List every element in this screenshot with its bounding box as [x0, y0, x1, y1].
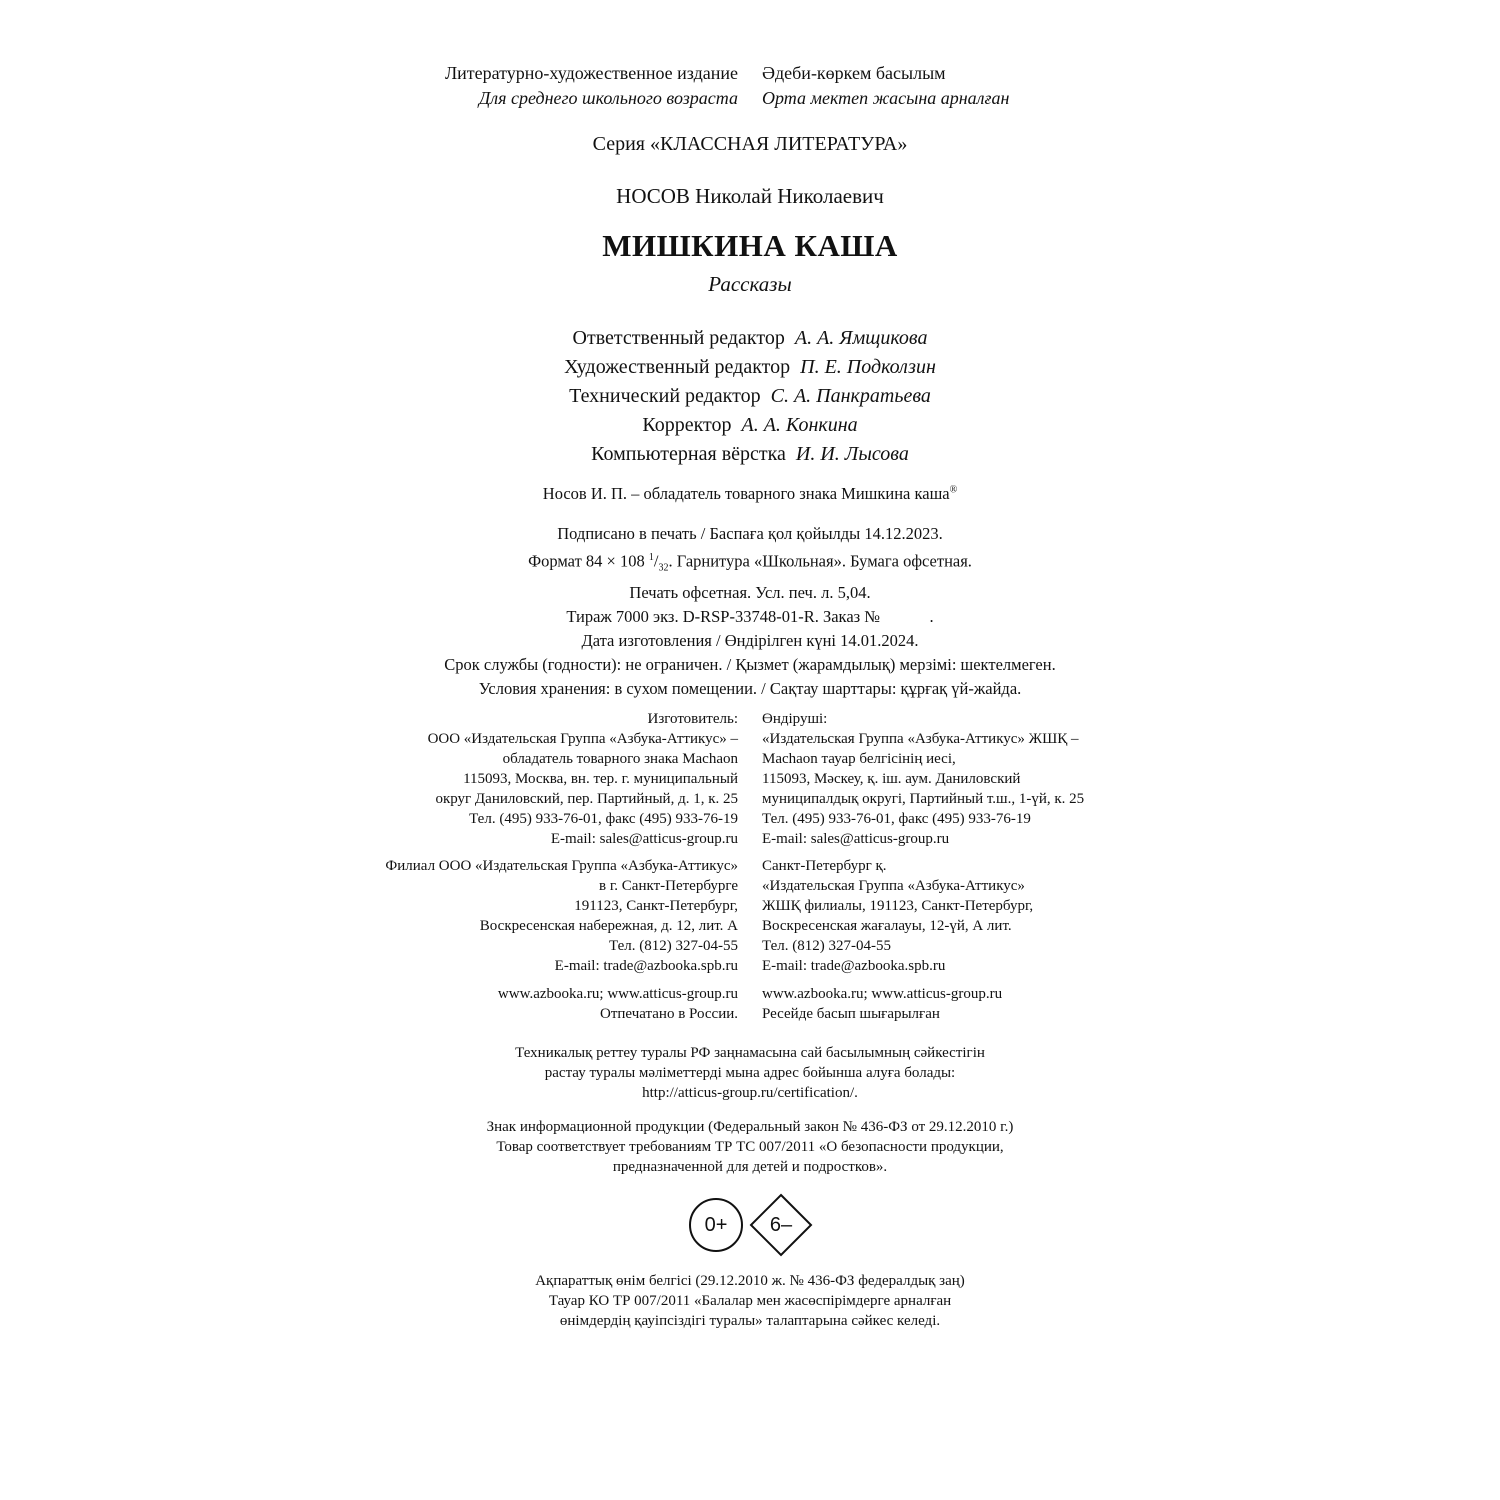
manufacturer-ru: Изготовитель: ООО «Издательская Группа «Азбука-Аттикус» – обладатель товарного знака Machaon 115093, Москва, вн. тер. г. муниципальный округ Даниловский, пер. Партийный, д. 1, к. 25 Тел. (495) 933-76-01, факс (495) 933-76-19 E-mail: sales@atticus-group.ru [427, 711, 738, 847]
imprint-date: Дата изготовления / Өндірілген күні 14.01.2024. [581, 630, 919, 650]
staff-row: Корректор А. А. Конкина [642, 414, 858, 436]
staff-credits [0, 324, 1500, 469]
registered-mark: ® [949, 484, 958, 496]
staff-row: Технический редактор С. А. Панкратьева [569, 385, 931, 407]
branch-ru: Филиал ООО «Издательская Группа «Азбука-Аттикус» в г. Санкт-Петербурге 191123, Санкт-Петербург, Воскресенская набережная, д. 12, лит. А Тел. (812) 327-04-55 E-mail: trade@azbooka.spb.ru [385, 858, 738, 974]
header-right-line1: Әдеби-көркем басылым [762, 63, 946, 83]
min-age-badge [749, 1193, 813, 1257]
imprint-life: Срок службы (годности): не ограничен. / Қызмет (жарамдылық) мерзімі: шектелмеген. [444, 654, 1056, 674]
manufacturer-kz: Өндіруші: «Издательская Группа «Азбука-Аттикус» ЖШҚ – Machaon тауар белгісінің иесі, 115093, Мәскеу, қ. іш. аум. Даниловский муниципалдық округі, Партийный т.ш., 1-үй, к. 25 Тел. (495) 933-76-01, факс (495) 933-76-19 E-mail: sales@atticus-group.ru [762, 711, 1085, 847]
imprint-format: Формат 84 × 108 $^1/_{32}$. Гарнитура «Школьная». Бумага офсетная. [528, 551, 972, 574]
imprint-print: Печать офсетная. Усл. печ. л. 5,04. [629, 582, 871, 602]
staff-row: Ответственный редактор А. А. Ямщикова [572, 327, 928, 349]
imprint-signed: Подписано в печать / Баспаға қол қойылды 14.12.2023. [557, 524, 943, 543]
min-age-label: 6– [769, 1213, 793, 1236]
header-left-line1: Литературно-художественное издание [444, 63, 738, 83]
tech-regulation: Техникалық реттеу туралы РФ заңнамасына сай басылымның сәйкестігін растау туралы мәліметтерді мына адрес бойынша алуға болады: http://atticus-group.ru/certification/. [515, 1045, 985, 1101]
imprint-block [0, 522, 1500, 701]
imprint-run: Тираж 7000 экз. D-RSP-33748-01-R. Заказ № . [566, 606, 934, 626]
trademark-notice: Носов И. П. – обладатель товарного знака Мишкина каша® [542, 484, 958, 503]
author-name: НОСОВ Николай Николаевич [616, 184, 884, 208]
web-kz: www.azbooka.ru; www.atticus-group.ru Ресейде басып шығарылған [762, 986, 1003, 1022]
book-genre: Рассказы [708, 272, 792, 296]
staff-row: Художественный редактор П. Е. Подколзин [564, 356, 936, 378]
info-sign-ru: Знак информационной продукции (Федеральный закон № 436-ФЗ от 29.12.2010 г.) Товар соответствует требованиям ТР ТС 007/2011 «О безопасности продукции, предназначенной для детей и подростков». [486, 1119, 1014, 1175]
branch-kz: Санкт-Петербург қ. «Издательская Группа «Азбука-Аттикус» ЖШҚ филиалы, 191123, Санкт-Петербург, Воскресенская жағалауы, 12-үй, А лит. Тел. (812) 327-04-55 E-mail: trade@azbooka.spb.ru [762, 858, 1034, 974]
imprint-storage: Условия хранения: в сухом помещении. / Сақтау шарттары: құрғақ үй-жайда. [478, 678, 1022, 698]
header-right-line2: Орта мектеп жасына арналған [762, 88, 1010, 108]
age-rating-badge: 0+ [689, 1198, 743, 1252]
book-title: МИШКИНА КАША [602, 228, 898, 263]
header-left-line2: Для среднего школьного возраста [478, 88, 738, 108]
web-ru: www.azbooka.ru; www.atticus-group.ru Отпечатано в России. [497, 986, 738, 1022]
info-sign-kz: Ақпараттық өнім белгісі (29.12.2010 ж. № 436-ФЗ федералдық заң) Тауар КО ТР 007/2011 «Балалар мен жасөспірімдерге арналған өнімдердің қауіпсіздігі туралы» талаптарына сәйкес келеді. [535, 1273, 965, 1329]
series-title: Серия «КЛАССНАЯ ЛИТЕРАТУРА» [592, 133, 908, 155]
staff-row: Компьютерная вёрстка И. И. Лысова [591, 443, 909, 465]
